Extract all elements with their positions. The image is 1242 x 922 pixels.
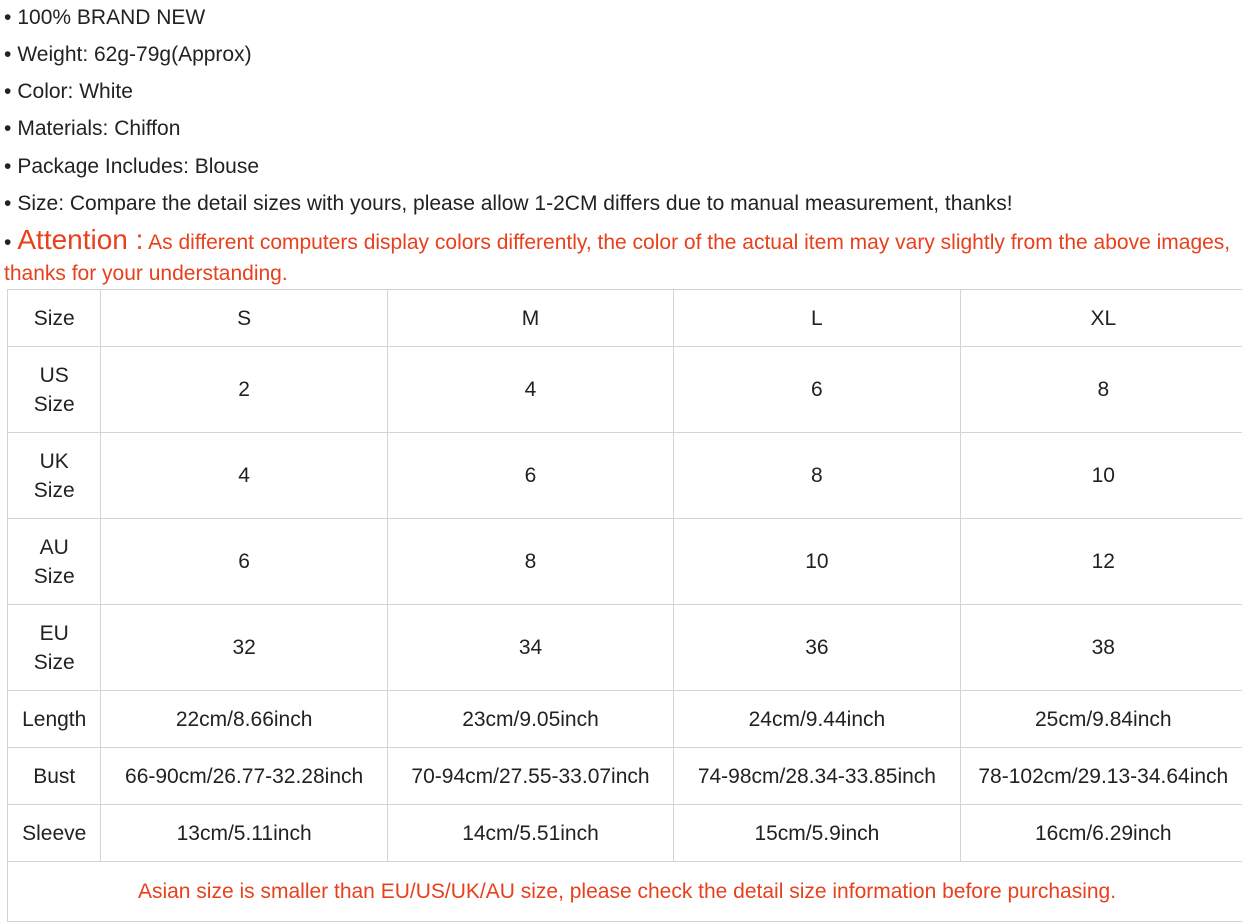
attention-notice — [4, 224, 1236, 289]
bullet-dot: • — [4, 42, 11, 68]
table-row-eu-size — [8, 605, 1242, 691]
header-cell-xl: XL — [960, 290, 1242, 347]
table-cell: 8 — [387, 519, 673, 605]
table-row-uk-size — [8, 433, 1242, 519]
size-chart-table — [7, 289, 1242, 922]
table-cell: 6 — [387, 433, 673, 519]
table-cell: 10 — [960, 433, 1242, 519]
bullet-dot: • — [4, 5, 11, 31]
table-cell: 36 — [674, 605, 960, 691]
bullet-dot: • — [4, 191, 11, 217]
bullet-weight — [4, 42, 252, 68]
table-row-sleeve — [8, 805, 1242, 862]
table-row-note — [8, 862, 1242, 922]
table-cell: 24cm/9.44inch — [674, 691, 960, 748]
table-row-length — [8, 691, 1242, 748]
table-cell: 66-90cm/26.77-32.28inch — [101, 748, 387, 805]
table-cell: 32 — [101, 605, 387, 691]
bullet-dot: • — [4, 154, 11, 180]
row-label: AU Size — [8, 519, 101, 605]
bullet-text: Materials: Chiffon — [17, 117, 180, 140]
bullet-dot: • — [4, 116, 11, 142]
row-label: EU Size — [8, 605, 101, 691]
attention-text: As different computers display colors differently, the color of the actual item may vary slightly from the above images, thanks for your understanding. — [4, 231, 1230, 285]
table-cell: 23cm/9.05inch — [387, 691, 673, 748]
table-cell: 34 — [387, 605, 673, 691]
bullet-text: Color: White — [17, 80, 133, 103]
row-label: Length — [8, 691, 101, 748]
table-row-bust — [8, 748, 1242, 805]
bullet-materials — [4, 116, 180, 142]
table-cell: 25cm/9.84inch — [960, 691, 1242, 748]
row-label: UK Size — [8, 433, 101, 519]
header-cell-size: Size — [8, 290, 101, 347]
table-cell: 16cm/6.29inch — [960, 805, 1242, 862]
table-cell: 78-102cm/29.13-34.64inch — [960, 748, 1242, 805]
table-cell: 6 — [101, 519, 387, 605]
attention-label: Attention : — [17, 224, 143, 255]
size-note: Asian size is smaller than EU/US/UK/AU size, please check the detail size information before purchasing. — [8, 862, 1242, 922]
row-label: Bust — [8, 748, 101, 805]
table-cell: 6 — [674, 347, 960, 433]
table-cell: 70-94cm/27.55-33.07inch — [387, 748, 673, 805]
table-cell: 8 — [674, 433, 960, 519]
header-cell-s: S — [101, 290, 387, 347]
table-cell: 4 — [101, 433, 387, 519]
table-cell: 8 — [960, 347, 1242, 433]
header-cell-l: L — [674, 290, 960, 347]
bullet-text: Package Includes: Blouse — [17, 155, 259, 178]
table-cell: 15cm/5.9inch — [674, 805, 960, 862]
bullet-color — [4, 79, 133, 105]
table-cell: 13cm/5.11inch — [101, 805, 387, 862]
row-label: Sleeve — [8, 805, 101, 862]
bullet-dot: • — [4, 227, 11, 258]
table-cell: 14cm/5.51inch — [387, 805, 673, 862]
header-cell-m: M — [387, 290, 673, 347]
table-row-us-size — [8, 347, 1242, 433]
row-label: US Size — [8, 347, 101, 433]
bullet-package — [4, 154, 259, 180]
bullet-text: Size: Compare the detail sizes with yours, please allow 1-2CM differs due to manual measurement, thanks! — [17, 192, 1012, 215]
bullet-text: 100% BRAND NEW — [17, 6, 205, 29]
table-cell: 2 — [101, 347, 387, 433]
table-cell: 74-98cm/28.34-33.85inch — [674, 748, 960, 805]
table-cell: 4 — [387, 347, 673, 433]
bullet-size — [4, 191, 1013, 217]
table-header-row — [8, 290, 1242, 347]
table-row-au-size — [8, 519, 1242, 605]
bullet-dot: • — [4, 79, 11, 105]
table-cell: 38 — [960, 605, 1242, 691]
table-cell: 22cm/8.66inch — [101, 691, 387, 748]
table-cell: 10 — [674, 519, 960, 605]
bullet-brand-new — [4, 5, 205, 31]
table-cell: 12 — [960, 519, 1242, 605]
bullet-text: Weight: 62g-79g(Approx) — [17, 43, 251, 66]
